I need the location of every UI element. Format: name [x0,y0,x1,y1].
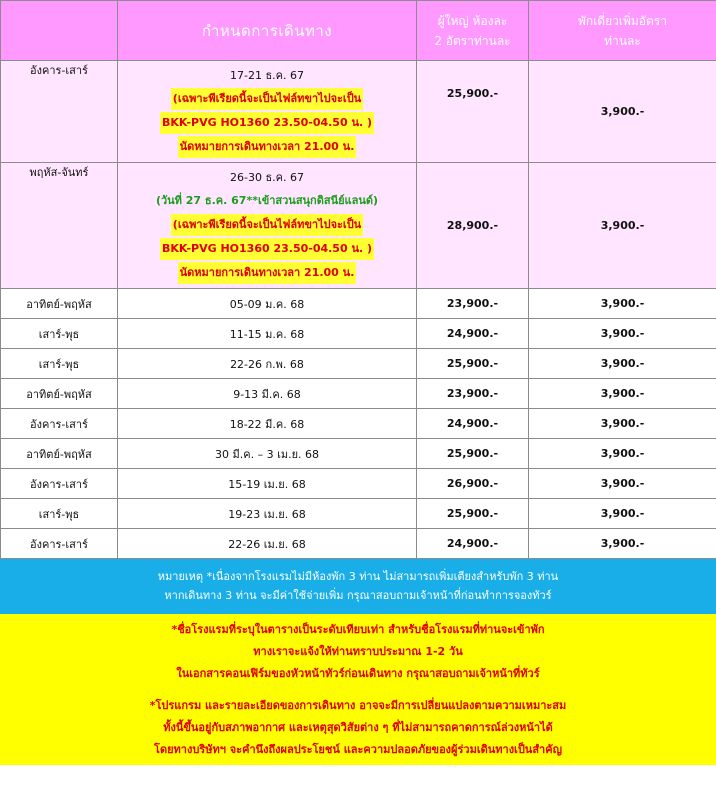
row-single: 3,900.- [529,289,716,319]
row-day: อาทิตย์-พฤหัส [1,379,118,409]
table-row [1,61,716,163]
header-empty-cell [1,1,118,61]
row-single: 3,900.- [529,439,716,469]
row-single: 3,900.- [529,409,716,439]
row-single: 3,900.- [529,163,716,289]
table-row [1,349,716,379]
remark-yellow-box [0,614,716,765]
header-adult-line1: ผู้ใหญ่ ห้องละ [437,13,508,28]
row-day: อาทิตย์-พฤหัส [1,439,118,469]
header-single-line1: พักเดี่ยวเพิ่มอัตรา [578,13,667,28]
header-adult-price [417,1,529,61]
hotel-note-line: ทางเราจะแจ้งให้ท่านทราบประมาณ 1-2 วัน [253,645,463,658]
row-price: 24,900.- [417,409,529,439]
row-single: 3,900.- [529,499,716,529]
header-route: กำหนดการเดินทาง [118,1,417,61]
table-header-row [1,1,716,61]
row-price: 25,900.- [417,61,529,163]
row-date: 22-26 เม.ย. 68 [118,529,417,559]
program-note-line: ทั้งนี้ขึ้นอยู่กับสภาพอากาศ และเหตุสุดวิสัยต่าง ๆ ที่ไม่สามารถคาดการณ์ล่วงหน้าได้ [163,721,553,734]
row-single: 3,900.- [529,61,716,163]
row-date: 19-23 เม.ย. 68 [118,499,417,529]
row-single: 3,900.- [529,319,716,349]
table-row [1,439,716,469]
row-day: อังคาร-เสาร์ [1,409,118,439]
row-day: อังคาร-เสาร์ [1,529,118,559]
row-meeting-time: นัดหมายการเดินทางเวลา 21.00 น. [178,262,357,284]
row-day: อังคาร-เสาร์ [1,469,118,499]
row-flight-code: BKK-PVG HO1360 23.50-04.50 น. ) [160,112,374,134]
row-price: 23,900.- [417,289,529,319]
row-date: 15-19 เม.ย. 68 [118,469,417,499]
row-date-cell [118,61,417,163]
table-row [1,379,716,409]
header-adult-line2: 2 อัตราท่านละ [434,33,511,48]
row-day: พฤหัส-จันทร์ [1,163,118,289]
row-date: 05-09 ม.ค. 68 [118,289,417,319]
row-price: 26,900.- [417,469,529,499]
row-flight-note: (เฉพาะพีเรียดนี้จะเป็นไฟล์ทขาไปจะเป็น [171,88,363,110]
program-note-line: โดยทางบริษัทฯ จะคำนึงถึงผลประโยชน์ และความปลอดภัยของผู้ร่วมเดินทางเป็นสำคัญ [154,743,562,756]
row-day: เสาร์-พุธ [1,319,118,349]
row-single: 3,900.- [529,469,716,499]
row-price: 24,900.- [417,529,529,559]
table-row [1,529,716,559]
row-flight-code: BKK-PVG HO1360 23.50-04.50 น. ) [160,238,374,260]
remark-blue-box [0,559,716,614]
row-price: 28,900.- [417,163,529,289]
row-flight-note: (เฉพาะพีเรียดนี้จะเป็นไฟล์ทขาไปจะเป็น [171,214,363,236]
remark-line: หากเดินทาง 3 ท่าน จะมีค่าใช้จ่ายเพิ่ม กรุณาสอบถามเจ้าหน้าที่ก่อนทำการจองทัวร์ [164,589,552,602]
row-price: 23,900.- [417,379,529,409]
row-single: 3,900.- [529,379,716,409]
row-price: 25,900.- [417,499,529,529]
hotel-note-line: *ชื่อโรงแรมที่ระบุในตารางเป็นระดับเทียบเท่า สำหรับชื่อโรงแรมที่ท่านจะเข้าพัก [171,623,545,636]
row-date: 17-21 ธ.ค. 67 [229,69,305,82]
row-day: อาทิตย์-พฤหัส [1,289,118,319]
row-price: 25,900.- [417,349,529,379]
row-date: 26-30 ธ.ค. 67 [229,171,305,184]
row-date: 18-22 มี.ค. 68 [118,409,417,439]
row-date: 11-15 ม.ค. 68 [118,319,417,349]
row-day: เสาร์-พุธ [1,349,118,379]
row-single: 3,900.- [529,529,716,559]
row-price: 24,900.- [417,319,529,349]
row-date: 9-13 มี.ค. 68 [118,379,417,409]
row-day: เสาร์-พุธ [1,499,118,529]
table-row [1,289,716,319]
row-single: 3,900.- [529,349,716,379]
table-row [1,499,716,529]
row-date: 30 มี.ค. – 3 เม.ย. 68 [118,439,417,469]
table-row [1,409,716,439]
program-note-line: *โปรแกรม และรายละเอียดของการเดินทาง อาจจะมีการเปลี่ยนแปลงตามความเหมาะสม [149,699,567,712]
table-row [1,163,716,289]
row-meeting-time: นัดหมายการเดินทางเวลา 21.00 น. [178,136,357,158]
row-date-cell [118,163,417,289]
hotel-note-line: ในเอกสารคอนเฟิร์มของหัวหน้าทัวร์ก่อนเดินทาง กรุณาสอบถามเจ้าหน้าที่ทัวร์ [176,667,540,680]
row-date: 22-26 ก.พ. 68 [118,349,417,379]
remark-line: หมายเหตุ *เนื่องจากโรงแรมไม่มีห้องพัก 3 ท่าน ไม่สามารถเพิ่มเตียงสำหรับพัก 3 ท่าน [157,570,559,583]
table-row [1,469,716,499]
row-day: อังคาร-เสาร์ [1,61,118,163]
row-price: 25,900.- [417,439,529,469]
note-spacer [0,685,716,695]
row-extra-note: (วันที่ 27 ธ.ค. 67**เข้าสวนสนุกดิสนีย์แลนด์) [155,194,379,207]
header-single-supplement [529,1,716,61]
header-single-line2: ท่านละ [604,33,641,48]
table-row [1,319,716,349]
